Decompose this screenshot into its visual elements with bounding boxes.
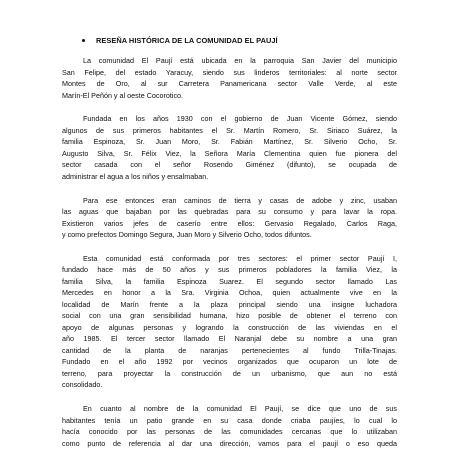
text-line: familia Espinoza, Sr. Juan Moro, Sr. Fabián Martínez, Sr. Silverio Ocho, Sr. [62, 137, 397, 147]
text-line: administrar el agua a los niños y ensalmaban. [62, 171, 209, 181]
text-line: Mercedes en honor a la Sra. Virginia Ochoa, quien actualmente vive en la [62, 288, 397, 298]
paragraph [62, 195, 397, 241]
text-line: San Felipe, del estado Yaracuy, siendo sus linderos territoriales: al norte sector [62, 67, 397, 77]
text-line: hacía conocido por las personas de las comunidades cercanas que lo utilizaban [62, 427, 397, 437]
paragraph [62, 113, 397, 182]
text-line: Para ese entonces eran caminos de tierra y casas de adobe y zinc, usaban [83, 195, 397, 205]
text-line: Montes de Oro, al sur Carretera Panamericana sector Valle Verde, al este [62, 79, 397, 88]
bullet-icon [82, 39, 85, 42]
text-line: sector casada con el señor Rosendo Giménez (difunto), se ocupada de [62, 160, 397, 170]
text-line: Existieron varios jefes de caserío entre ellos: Gervasio Regalado, Carlos Raga, [62, 218, 397, 228]
text-line: cantidad de la planta de naranjas pertenecientes al fundo Trilla-Tinajas. [62, 345, 397, 355]
text-line: familia Silva, la familia Espinoza Suarez. El segundo sector llamado Las [62, 276, 397, 286]
section-heading [82, 36, 422, 45]
body-text [62, 55, 397, 461]
heading-text: RESEÑA HISTÓRICA DE LA COMUNIDAD EL PAUJÍ [96, 36, 278, 45]
text-line: terreno, para proyectar la construcción de un urbanismo, que aun no está [62, 368, 397, 378]
text-line: como punto de referencia al dar una dirección, vamos para el paují o eso queda [62, 438, 397, 448]
paragraph [62, 55, 397, 101]
text-line: consolidado. [62, 380, 103, 390]
text-line: Fundada en los años 1930 con el gobierno de Juan Vicente Gómez, siendo [83, 114, 397, 124]
text-line: y como prefectos Domingo Segura, Juan Moro y Silverio Ocho, todos difuntos. [62, 230, 312, 240]
text-line: las aguas que bajaban por las quebradas para su consumo y para lavar la ropa. [62, 207, 397, 217]
text-line: Marín-El Peñón y al oeste Cocorotico. [62, 90, 184, 100]
paragraph [62, 253, 397, 391]
text-line: Fundado en el año 1992 por vecinos organizados que ocuparon un lote de [62, 357, 397, 367]
text-line: localidad de Marín frente a la plaza principal siendo una insigne luchadora [62, 299, 397, 309]
text-line: La comunidad El Paují está ubicada en la parroquia San Javier del municipio [83, 56, 397, 65]
text-line: En cuanto al nombre de la comunidad El Paují, se dice que uno de sus [83, 404, 397, 414]
text-line: social con una gran sensibilidad humana, hizo posible de obtener el terreno con [62, 311, 397, 321]
text-line: fundado hace más de 50 años y sus primeros pobladores la familia Viez, la [62, 265, 397, 275]
text-line: Esta comunidad está conformada por tres sectores: el primer sector Paují I, [83, 253, 397, 263]
text-line: año 1985. El tercer sector llamado El Naranjal debe su nombre a una gran [62, 334, 397, 344]
paragraph [62, 403, 397, 449]
text-line: apoyo de algunas personas y logrando la construcción de las viviendas en el [62, 322, 397, 332]
text-line: habitantes tenía un patio grande en su casa donde criaba paujíes, lo cual lo [62, 415, 397, 425]
text-line: algunos de sus primeros habitantes el Sr. Martín Romero, Sr. Siriaco Suárez, la [62, 125, 397, 135]
text-line: Augusto Silva, Sr. Félix Viez, la Señora María Clementina quien fue pionera del [62, 148, 397, 158]
